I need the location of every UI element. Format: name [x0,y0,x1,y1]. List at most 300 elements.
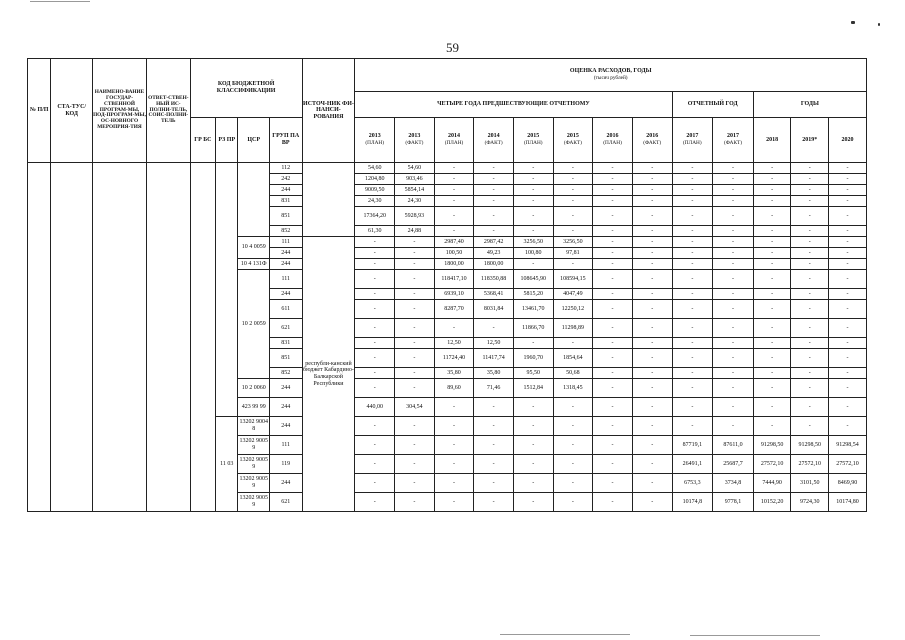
cell-value: - [593,436,633,455]
cell-csr: 13202 90059 [238,474,270,493]
cell-value: - [753,289,791,300]
cell-value: 8031,84 [474,300,514,319]
cell-value: - [513,474,553,493]
cell-value: - [829,300,867,319]
cell-value: 1512,84 [513,379,553,398]
year-kind: (ПЛАН) [603,139,622,146]
cell-value: - [553,338,593,349]
cell-value: 50,68 [553,368,593,379]
cell-value: - [553,474,593,493]
cell-value: 9778,1 [713,493,754,512]
cell-csr: 10 4 0059 [238,237,270,259]
cell-value: - [713,270,754,289]
cell-value: 5854,14 [395,185,435,196]
cell-value: - [753,338,791,349]
cell-value: - [355,248,395,259]
header-estimate-unit: (тысяч рублей) [593,74,628,81]
cell-vr: 611 [269,300,302,319]
cell-value: 4047,49 [553,289,593,300]
cell-value: - [713,207,754,226]
cell-value: 10174,80 [829,493,867,512]
cell-value: 91298,50 [791,436,829,455]
cell-value: - [713,226,754,237]
cell-vr: 831 [269,196,302,207]
cell-value: - [513,259,553,270]
cell-value: - [791,379,829,398]
cell-value: - [553,174,593,185]
cell-value: - [593,379,633,398]
cell-value: - [753,349,791,368]
table-row [28,163,867,174]
year-kind: (ПЛАН) [683,139,702,146]
cell-value: 24,30 [355,196,395,207]
page-number: 59 [446,40,459,55]
cell-value: - [593,417,633,436]
cell-value: 304,54 [395,398,435,417]
cell-csr: 10 2 0059 [238,270,270,379]
cell-value: 1318,45 [553,379,593,398]
cell-value: - [355,338,395,349]
cell-value: - [632,207,672,226]
cell-value: - [632,259,672,270]
cell-value: 95,50 [513,368,553,379]
cell-value: - [713,196,754,207]
scan-line [30,1,90,2]
cell-value: - [632,174,672,185]
cell-value: - [632,436,672,455]
cell-value: 8469,90 [829,474,867,493]
cell-value: - [395,319,435,338]
cell-value: - [753,259,791,270]
cell-value: - [553,163,593,174]
header-source: ИСТОЧ-НИК ФИ-НАНСИ-РОВАНИЯ [302,59,355,163]
cell-value: - [672,226,713,237]
cell-value: 11417,74 [474,349,514,368]
cell-value: - [829,379,867,398]
year: 2018 [766,136,779,143]
cell-value: - [791,417,829,436]
cell-value: - [632,248,672,259]
cell-value: - [434,196,474,207]
cell-value: - [829,237,867,248]
cell-value: - [593,226,633,237]
cell-value: - [829,259,867,270]
header-year-col [395,118,435,163]
year-kind: (ПЛАН) [365,139,385,146]
cell-value: - [713,163,754,174]
cell-value: 12,50 [434,338,474,349]
cell-value: - [355,349,395,368]
scan-speck [878,23,880,26]
header-year-col [593,118,633,163]
year-kind: (ФАКТ) [643,139,662,146]
cell-value: 2987,42 [474,237,514,248]
cell-value: - [553,417,593,436]
header-grbs: ГР БС [190,118,215,163]
cell-value: - [395,248,435,259]
cell-value: - [791,196,829,207]
header-status: СТА-ТУС/КОД [51,59,93,163]
cell-value: - [829,398,867,417]
cell-vr: 119 [269,455,302,474]
cell-value: - [553,493,593,512]
cell-value: - [395,289,435,300]
cell-value: 1960,70 [513,349,553,368]
header-responsible: ОТВЕТ-СТВЕН-НЫЙ ИС-ПОЛНИ-ТЕЛЬ, СОИС-ПОЛНИ-ТЕЛЬ [146,59,190,163]
cell-value: - [355,270,395,289]
year-kind: (ФАКТ) [484,139,503,146]
cell-value: - [829,226,867,237]
cell-value: - [829,196,867,207]
cell-value: 6939,10 [434,289,474,300]
cell-value: - [434,226,474,237]
cell-value: 2987,40 [434,237,474,248]
cell-value: - [753,185,791,196]
cell-value: - [791,259,829,270]
cell-value: - [791,270,829,289]
header-year-col [753,118,791,163]
cell-value: - [434,207,474,226]
cell-value: 5928,93 [395,207,435,226]
cell-value: - [791,174,829,185]
header-budget-code: КОД БЮДЖЕТНОЙ КЛАССИФИКАЦИИ [190,59,302,118]
cell-value: 108594,15 [553,270,593,289]
cell-value: - [593,338,633,349]
cell-value: - [474,455,514,474]
cell-value: - [672,379,713,398]
header-year-col [713,118,754,163]
cell-value: - [355,319,395,338]
cell-value: - [593,493,633,512]
cell-value: - [355,417,395,436]
header-report-year: ОТЧЕТНЫЙ ГОД [672,92,753,118]
cell-value: - [713,338,754,349]
cell-value: - [632,338,672,349]
cell-value: - [632,417,672,436]
header-year-col [513,118,553,163]
cell-value: 440,00 [355,398,395,417]
cell-value: - [791,226,829,237]
cell-value: - [672,185,713,196]
cell-value: - [791,398,829,417]
cell-value: - [632,185,672,196]
cell-value: - [474,474,514,493]
cell-value: 24,30 [395,196,435,207]
cell-value: - [632,474,672,493]
cell-value: - [829,248,867,259]
cell-value: 118350,88 [474,270,514,289]
cell-value: 27572,10 [791,455,829,474]
cell-vr: 852 [269,368,302,379]
header-year-col [829,118,867,163]
cell-value: 26491,1 [672,455,713,474]
cell-value: - [753,379,791,398]
cell-value: - [395,237,435,248]
year: 2016 [606,133,619,140]
cell-value: - [753,226,791,237]
cell-value: 11724,40 [434,349,474,368]
cell-value: - [672,270,713,289]
cell-value: - [672,338,713,349]
header-year-col [434,118,474,163]
cell-value: - [791,163,829,174]
cell-value: - [474,185,514,196]
cell-value: - [753,398,791,417]
cell-vr: 244 [269,185,302,196]
cell-value: - [593,319,633,338]
cell-vr: 851 [269,207,302,226]
cell-value: - [513,163,553,174]
cell-vr: 111 [269,436,302,455]
cell-value: - [474,174,514,185]
cell-value: 1854,64 [553,349,593,368]
cell-value: - [434,185,474,196]
header-year-col [474,118,514,163]
cell-value: 1800,00 [474,259,514,270]
cell-value: 87719,1 [672,436,713,455]
year-kind: (ФАКТ) [563,139,582,146]
header-rzpr: РЗ ПР [216,118,238,163]
cell-value: - [713,319,754,338]
cell-value: - [632,163,672,174]
cell-value: 100,80 [513,248,553,259]
cell-value: - [553,455,593,474]
cell-value: - [791,207,829,226]
cell-value: - [632,493,672,512]
cell-value: - [753,300,791,319]
cell-csr: 10 4 131Ф [238,259,270,270]
cell-value: - [791,319,829,338]
cell-value: - [474,417,514,436]
cell-value: 35,80 [434,368,474,379]
year: 2013 [368,133,381,140]
cell-value: - [513,174,553,185]
cell-value: - [395,368,435,379]
cell-value: - [829,349,867,368]
year: 2016 [646,133,659,140]
cell-value: - [791,349,829,368]
cell-value: 87611,0 [713,436,754,455]
cell-value: 71,46 [474,379,514,398]
budget-table [27,58,867,512]
cell-value: - [474,493,514,512]
cell-value: - [513,436,553,455]
header-estimate-title: ОЦЕНКА РАСХОДОВ, ГОДЫ [569,68,652,75]
cell-value: - [672,207,713,226]
cell-responsible [146,163,190,512]
cell-value: - [593,259,633,270]
cell-value: - [395,338,435,349]
cell-value: - [753,248,791,259]
cell-value: - [474,163,514,174]
cell-value: - [395,436,435,455]
cell-value: 61,30 [355,226,395,237]
cell-value: - [513,455,553,474]
cell-value: 27572,10 [753,455,791,474]
cell-value: - [434,174,474,185]
cell-value: - [395,270,435,289]
cell-value: - [829,319,867,338]
cell-value: - [434,493,474,512]
cell-value: - [632,379,672,398]
cell-vr: 242 [269,174,302,185]
cell-value: - [513,185,553,196]
cell-value: - [593,368,633,379]
cell-value: - [672,319,713,338]
cell-value: - [791,300,829,319]
cell-value: - [713,349,754,368]
cell-value: - [753,163,791,174]
cell-value: - [713,417,754,436]
cell-value: - [672,349,713,368]
cell-value: 27572,10 [829,455,867,474]
scan-line [500,634,630,635]
cell-value: - [355,368,395,379]
cell-value: - [553,259,593,270]
cell-vr: 244 [269,474,302,493]
cell-value: - [791,248,829,259]
cell-value: - [434,398,474,417]
cell-value: - [395,379,435,398]
cell-value: - [395,474,435,493]
cell-value: - [672,163,713,174]
header-num: № П/П [28,59,51,163]
cell-value: - [672,174,713,185]
cell-value: - [434,319,474,338]
cell-value: - [513,493,553,512]
cell-value: 6753,3 [672,474,713,493]
cell-value: - [593,289,633,300]
cell-value: - [672,289,713,300]
header-vr: ГРУП ПА ВР [269,118,302,163]
cell-value: 91298,50 [753,436,791,455]
cell-value: - [829,289,867,300]
cell-value: - [713,368,754,379]
cell-value: - [434,436,474,455]
cell-value: - [355,436,395,455]
cell-vr: 244 [269,259,302,270]
header-program: НАИМЕНО-ВАНИЕ ГОСУДАР-СТВЕННОЙ ПРОГРАМ-МЫ, ПОД-ПРОГРАМ-МЫ, ОС-НОВНОГО МЕРОПРИЯ-ТИЯ [93,59,147,163]
cell-value: - [632,349,672,368]
cell-value: - [593,248,633,259]
cell-value: - [753,196,791,207]
cell-value: - [513,417,553,436]
cell-value: 108645,90 [513,270,553,289]
cell-value: - [553,185,593,196]
cell-value: - [593,237,633,248]
cell-vr: 112 [269,163,302,174]
cell-value: - [632,300,672,319]
cell-value: 9724,30 [791,493,829,512]
scan-line [690,635,820,636]
cell-value: - [632,237,672,248]
cell-rzpr [216,163,238,417]
cell-value: - [513,196,553,207]
cell-value: 3101,50 [791,474,829,493]
cell-value: - [713,300,754,319]
cell-value: - [791,338,829,349]
scan-speck [851,21,855,24]
cell-value: - [753,319,791,338]
cell-value: 13461,70 [513,300,553,319]
cell-csr: 10 2 0060 [238,379,270,398]
cell-value: - [593,349,633,368]
cell-value: - [672,417,713,436]
cell-value: - [672,300,713,319]
year-kind: (ФАКТ) [405,139,424,146]
cell-program [93,163,147,512]
cell-value: - [713,248,754,259]
header-year-col [355,118,395,163]
year-kind: (ПЛАН) [523,139,543,146]
cell-value: - [474,398,514,417]
cell-value: 8287,70 [434,300,474,319]
cell-value: - [434,455,474,474]
year: 2017 [727,133,740,140]
year-kind: (ФАКТ) [724,139,743,146]
cell-value: 35,80 [474,368,514,379]
year: 2014 [487,133,500,140]
header-csr: ЦСР [238,118,270,163]
cell-csr: 13202 90059 [238,493,270,512]
cell-value: - [395,455,435,474]
cell-value: - [632,270,672,289]
cell-value: - [753,368,791,379]
cell-value: - [791,368,829,379]
cell-vr: 244 [269,398,302,417]
cell-value: - [593,174,633,185]
cell-vr: 621 [269,493,302,512]
table-body [28,163,867,512]
cell-value: - [632,319,672,338]
cell-value: - [713,289,754,300]
cell-status [51,163,93,512]
cell-value: - [355,474,395,493]
cell-csr: 13202 90048 [238,417,270,436]
cell-value: - [753,270,791,289]
cell-value: - [513,207,553,226]
cell-value: - [395,349,435,368]
cell-value: 10174,8 [672,493,713,512]
cell-value: - [632,196,672,207]
cell-value: - [829,368,867,379]
cell-value: 118417,10 [434,270,474,289]
year-kind: (ПЛАН) [444,139,464,146]
cell-vr: 244 [269,417,302,436]
year: 2017 [686,133,699,140]
cell-value: - [355,455,395,474]
cell-value: - [553,196,593,207]
cell-value: - [553,207,593,226]
cell-value: - [713,398,754,417]
cell-vr: 244 [269,379,302,398]
cell-value: - [672,259,713,270]
cell-value: - [672,398,713,417]
cell-vr: 244 [269,289,302,300]
cell-value: - [829,174,867,185]
year: 2019* [802,136,818,143]
cell-value: 1204,80 [355,174,395,185]
cell-num [28,163,51,512]
cell-value: - [713,185,754,196]
cell-value: - [593,474,633,493]
cell-value: 3256,50 [513,237,553,248]
header-four-years: ЧЕТЫРЕ ГОДА ПРЕДШЕСТВУЮЩИЕ ОТЧЕТНОМУ [355,92,672,118]
header-estimate [355,59,867,92]
cell-value: - [672,196,713,207]
cell-value: - [593,196,633,207]
cell-csr: 423 99 99 [238,398,270,417]
